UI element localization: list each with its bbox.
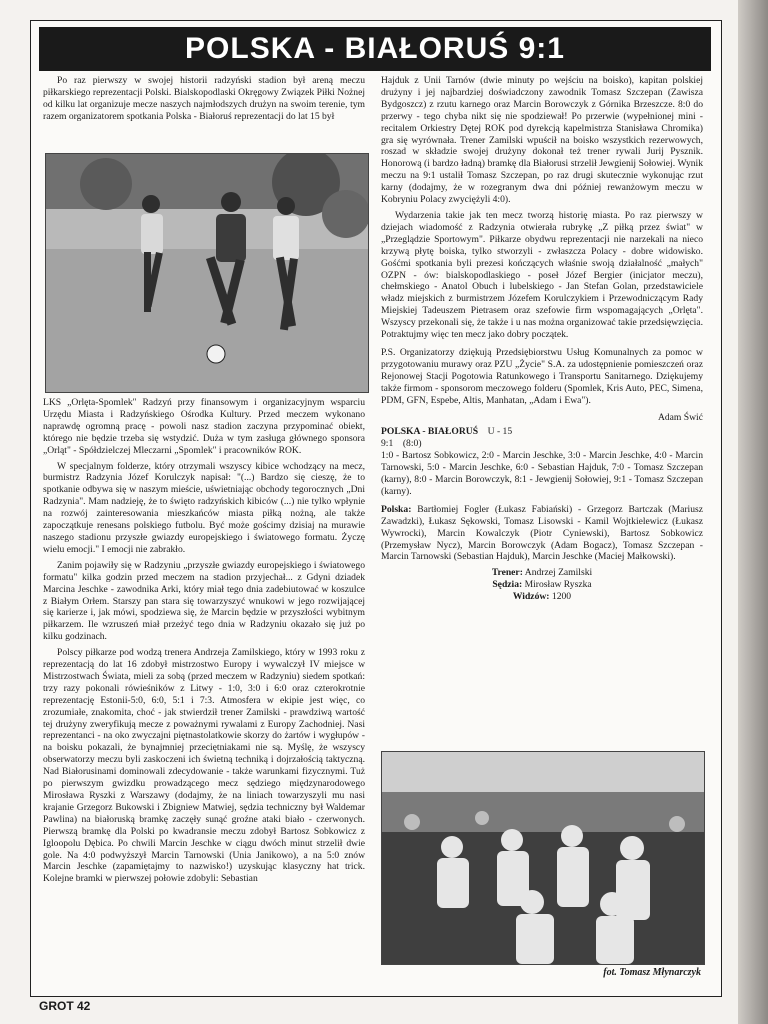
referee-label: Sędzia: [492,579,523,591]
article-title: POLSKA - BIAŁORUŚ 9:1 [39,27,711,71]
referee-name: Mirosław Ryszka [524,579,592,591]
right-column-top [381,75,703,603]
paragraph: Hajduk z Unii Tarnów (dwie minuty po wejściu na boisko), kapitan polskiej drużyny i jej najbardziej doświadczony zawodnik Tomasz Szczepan (Zawisza Bydgoszcz) z rzutu karnego oraz Marcin Borowczyk z Górnika Brzeszcze. 8:0 do przerwy - tego chyba nikt się nie spodziewał! Po przerwie (wypełnionej mini - recitalem Orkiestry Dętej ROK pod dyrekcją kapelmistrza Stanisława Chromika) gra się wyrównała. Trener Zamilski wpuścił na boisko wszystkich rezerwowych, roszad w składzie swojej drużyny dokonał też trener rywali Jurij Pysznik. Honorową (i bardzo ładną) bramkę dla Białorusi strzelił Jewgienij Sołowiej. Wynik meczu na 9:1 ustalił Tomasz Szczepan, po raz drugi skutecznie wykonując rzut karny (dodajmy, że w rozegranym dwa dni później rewanżowym meczu w Kobryniu Polacy zwyciężyli 4:0). [381,75,703,206]
coach-line [381,567,703,579]
halftime-score: (8:0) [402,438,422,450]
paragraph: Zanim pojawiły się w Radzyniu „przyszłe gwiazdy europejskiego i światowego formatu" kilka godzin przed meczem na stadion przyjechał... z Gdyni dziadek Marcina Jeschke - zawodnika Arki, który miał tego dnia zadebiutować w koszulce z Białym Orłem. Starszy pan stara się towarzyszyć wnukowi w jego rozwijającej się karierze i, jak mówi, spodziewa się, że Marcin będzie w przyszłości wybitnym piłkarzem. Ile wzruszeń miał przeżyć tego dnia w Radzyniu okazało się już po kilku godzinach. [43,559,365,643]
page-footer: GROT 42 [39,999,91,1013]
match-result [381,438,703,450]
final-score: 9:1 [381,438,394,450]
paragraph: W specjalnym folderze, który otrzymali wszyscy kibice wchodzący na mecz, burmistrz Radzynia Józef Korulczyk napisał: "(...) Bardzo się cieszę, że to spotkanie odbywa się w naszym mieście, uświetniając obchody tegorocznych „Dni Radzynia". Mam nadzieję, że to święto radzyńskich kibiców (...) nie tylko wpłynie na rozwój zainteresowania mieszkańców miasta piłką nożną, ale także zapoczątkuje renesans polskiego futbolu. Być może gościmy dzisiaj na murawie naszego stadionu przyszłe gwiazdy europejskiego i światowego formatu. Życzę wielu emocji." I emocji nie zabrakło. [43,460,365,555]
match-teams: POLSKA - BIAŁORUŚ [381,426,479,438]
spectators-photo [381,751,705,965]
referee-line [381,579,703,591]
football-players-illustration [46,154,368,392]
left-column-top [43,75,365,127]
match-category: U - 15 [487,426,513,438]
photo-caption: fot. Tomasz Młynarczyk [603,967,701,978]
spectators-label: Widzów: [512,591,550,603]
coach-name: Andrzej Zamilski [524,567,593,579]
guests-on-stand-illustration [382,752,704,964]
magazine-page [30,20,722,1013]
left-column-bottom [43,397,365,889]
paragraph: Wydarzenia takie jak ten mecz tworzą historię miasta. Po raz pierwszy w dziejach wiadomość z Radzynia otwierała rubrykę „Z piłką przez świat" w „Przeglądzie Sportowym". Piłkarze obydwu reprezentacji nie narzekali na nieco krzywą płytę boiska, tylko stworzyli - zwłaszcza Polacy - dobre widowisko. Gośćmi spotkania byli prezesi kończących właśnie swoją działalność „małych" OZPN - ów: bialskopodlaskiego - poseł Józef Bergier (inicjator meczu), chełmskiego - Anatol Obuch i lubelskiego - Jan Stefan Golan, przedstawiciele władz miejskich z burmistrzem Józefem Korulczykiem i Przewodniczącym Rady Miejskiej Tadeuszem Pietrasem oraz szefowie firm wspomagających „Orlęta". Wszyscy przekonali się, że także i u nas można organizować takie przedsięwzięcia. Potraktujmy więc ten mecz jako dobry początek. [381,209,703,341]
paragraph: Po raz pierwszy w swojej historii radzyński stadion był areną meczu piłkarskiego reprezentacji Polski. Bialskopodlaski Okręgowy Związek Piłki Nożnej od kilku lat organizuje mecze naszych najmłodszych drużyn na swoim terenie, tym razem organizatorem spotkania Polska - Białoruś reprezentacji do lat 15 był [43,75,365,122]
spectators-count: 1200 [551,591,572,603]
paragraph: LKS „Orlęta-Spomlek" Radzyń przy finansowym i organizacyjnym wsparciu Urzędu Miasta i Radzyńskiego Ośrodka Kultury. Przed meczem wykonano naprawdę ogromną pracę - powoli nasz stadion zaczyna przypominać obiekt, którego nie będzie trzeba się wstydzić. Duża w tym zasługa głównego sponsora „Orląt" - Spółdzielczej Mleczarni „Spomlek" i pracowników ROK. [43,397,365,456]
postscript: P.S. Organizatorzy dziękują Przedsiębiorstwu Usług Komunalnych za pomoc w przygotowaniu murawy oraz PZU „Życie" S.A. za udostępnienie pomieszczeń oraz Rejonowej Stacji Pogotowia Ratunkowego i Transportu Sanitarnego. Dziękujemy także firmom - sponsorom meczowego folderu (Spomlek, Kris Auto, PEC, Simena, PDM, GFN, Espebe, Altis, Manhatan, „Adam i Ewa"). [381,346,703,406]
lineup [381,504,703,564]
page-binding-shadow [738,0,768,1024]
match-summary [381,426,703,603]
match-heading [381,426,703,438]
lineup-players: Bartłomiej Fogler (Łukasz Fabiański) - Grzegorz Bartczak (Mariusz Zawadzki), Łukasz Sękowski, Tomasz Lisowski - Kamil Wojtkielewicz (Łukasz Wywrocki), Marcin Kowalczyk (Piotr Cyniewski), Bartosz Sobkowicz (Przemysław Nycz), Marcin Borowczyk (Adam Bogacz), Tomasz Szczepan - Marcin Tarnowski (Sebastian Hajduk), Marcin Jeschke (Maciej Małkowski). [381,503,704,563]
goal-list: 1:0 - Bartosz Sobkowicz, 2:0 - Marcin Jeschke, 3:0 - Marcin Jeschke, 4:0 - Marcin Tarnowski, 5:0 - Marcin Jeschke, 6:0 - Sebastian Hajduk, 7:0 - Tomasz Szczepan (karny), 8:0 - Marcin Borowczyk, 8:1 - Jewgienij Sołowiej, 9:1 - Tomasz Szczepan (karny). [381,450,703,497]
paragraph: Polscy piłkarze pod wodzą trenera Andrzeja Zamilskiego, który w 1993 roku z reprezentacją do lat 16 zdobył mistrzostwo Europy i wywalczył IV miejsce w Mistrzostwach Świata, mieli za sobą (przed meczem w Radzyniu) siedem spotkań: trzy razy pokonali rówieśników z Litwy - 1:0, 3:0 i 6:0 oraz czterokrotnie reprezentację Estonii-5:0, 6:0, 5:1 i 7:3. Atmosfera w ekipie jest więc, co zrozumiałe, znakomita, choć - jak stwierdził trener Zamilski - prawdziwą wartość tej drużyny zweryfikują mecze z poważnymi rywalami z Europy Zachodniej. Nasi reprezentanci - na oko zwyczajni piętnastolatkowie skorzy do żartów i wygłupów - na boisku pokazali, że bynajmniej przeciętniakami nie są. Myślę, że wszyscy obserwatorzy meczu byli zaskoczeni ich świetną techniką i dojrzałością taktyczną. Nad Białorusinami dominowali zdecydowanie - także warunkami fizycznymi. Tuż po pierwszym gwizdku prowadzącego mecz sędziego międzynarodowego Mirosława Ryszki z Warszawy (dodajmy, że na liniach towarzyszyli mu nasi krajanie Grzegorz Bukowski i Zbigniew Matwiej, sędzia techniczny był Waldemar Pawlina) na białoruską bramkę zaczęły sunąć groźne ataki biało - czerwonych. Pierwszą bramkę dla Polski po kwadransie meczu zdobył Bartosz Sobkowicz z Igloopolu Dębica. Po chwili Marcin Jeschke w ciągu dwóch minut strzelił dwie gole. Na 4:0 podwyższył Marcin Tarnowski (Unia Janikowo), a na 5:0 znów Marcin Jeschke (zapamiętajmy to nazwisko!) uzyskując klasyczny hat trick. Kolejne bramki w pierwszej połowie zdobyli: Sebastian [43,647,365,885]
coach-label: Trener: [491,567,523,579]
football-match-photo [45,153,369,393]
author-byline: Adam Świć [657,412,703,424]
spectators-line [381,591,703,603]
lineup-label: Polska: [381,503,412,515]
